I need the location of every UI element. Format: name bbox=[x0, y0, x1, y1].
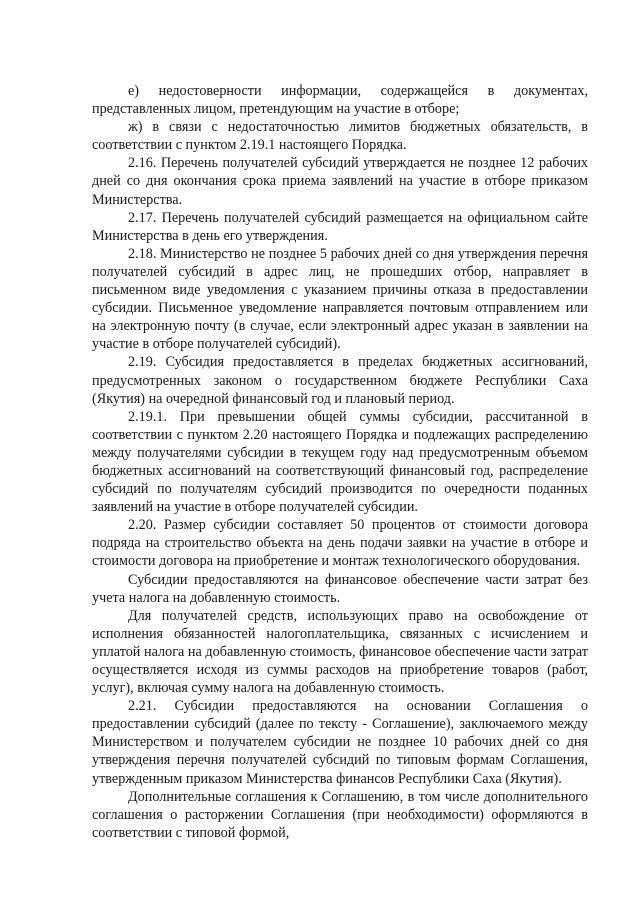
paragraph-2-19: 2.19. Субсидия предоставляется в пределах бюджетных ассигнований, предусмотренных законом о государственном бюджете Республики Саха (Якутия) на очередной финансовый год и плановый период. bbox=[92, 354, 588, 407]
paragraph-tax-exempt: Для получателей средств, использующих право на освобождение от исполнения обязанностей налогоплательщика, связанных с исчислением и уплатой налога на добавленную стоимость, финансовое обеспечение части затрат осуществляется исходя из суммы расходов на приобретение товаров (работ, услуг), включая сумму налога на добавленную стоимость. bbox=[92, 607, 588, 697]
paragraph-item-zh: ж) в связи с недостаточностью лимитов бюджетных обязательств, в соответствии с пунктом 2.19.1 настоящего Порядка. bbox=[92, 119, 588, 154]
paragraph-additional-agreements: Дополнительные соглашения к Соглашению, в том числе дополнительного соглашения о расторжении Соглашения (при необходимости) оформляются в соответствии с типовой формой, bbox=[92, 788, 588, 841]
paragraph-2-20: 2.20. Размер субсидии составляет 50 процентов от стоимости договора подряда на строительство объекта на день подачи заявки на участие в отборе и стоимости договора на приобретение и монтаж технологического оборудования. bbox=[92, 517, 588, 570]
paragraph-item-e: е) недостоверности информации, содержащейся в документах, представленных лицом, претендующим на участие в отборе; bbox=[92, 83, 588, 118]
paragraph-2-17: 2.17. Перечень получателей субсидий размещается на официальном сайте Министерства в день его утверждения. bbox=[92, 209, 588, 244]
paragraph-2-19-1: 2.19.1. При превышении общей суммы субсидии, рассчитанной в соответствии с пунктом 2.20 настоящего Порядка и подлежащих распределению между получателями субсидии в текущем году над предусмотренным объемом бюджетных ассигнований на соответствующий финансовый год, распределение субсидий по получателям субсидий производится по очередности поданных заявлений на участие в отборе получателей субсидии. bbox=[92, 408, 588, 516]
paragraph-2-16: 2.16. Перечень получателей субсидий утверждается не позднее 12 рабочих дней со дня окончания срока приема заявлений на участие в отборе приказом Министерства. bbox=[92, 155, 588, 208]
paragraph-subsidy-vat: Субсидии предоставляются на финансовое обеспечение части затрат без учета налога на добавленную стоимость. bbox=[92, 571, 588, 606]
document-body bbox=[92, 82, 588, 842]
paragraph-2-18: 2.18. Министерство не позднее 5 рабочих дней со дня утверждения перечня получателей субсидий в адрес лиц, не прошедших отбор, направляет в письменном виде уведомления с указанием причины отказа в предоставлении субсидии. Письменное уведомление направляется почтовым отправлением или на электронную почту (в случае, если электронный адрес указан в заявлении на участие в отборе получателей субсидий). bbox=[92, 245, 588, 353]
paragraph-2-21: 2.21. Субсидии предоставляются на основании Соглашения о предоставлении субсидий (далее по тексту - Соглашение), заключаемого между Министерством и получателем субсидии не позднее 10 рабочих дней со дня утверждения перечня получателей субсидий по типовым формам Соглашения, утвержденным приказом Министерства финансов Республики Саха (Якутия). bbox=[92, 698, 588, 787]
